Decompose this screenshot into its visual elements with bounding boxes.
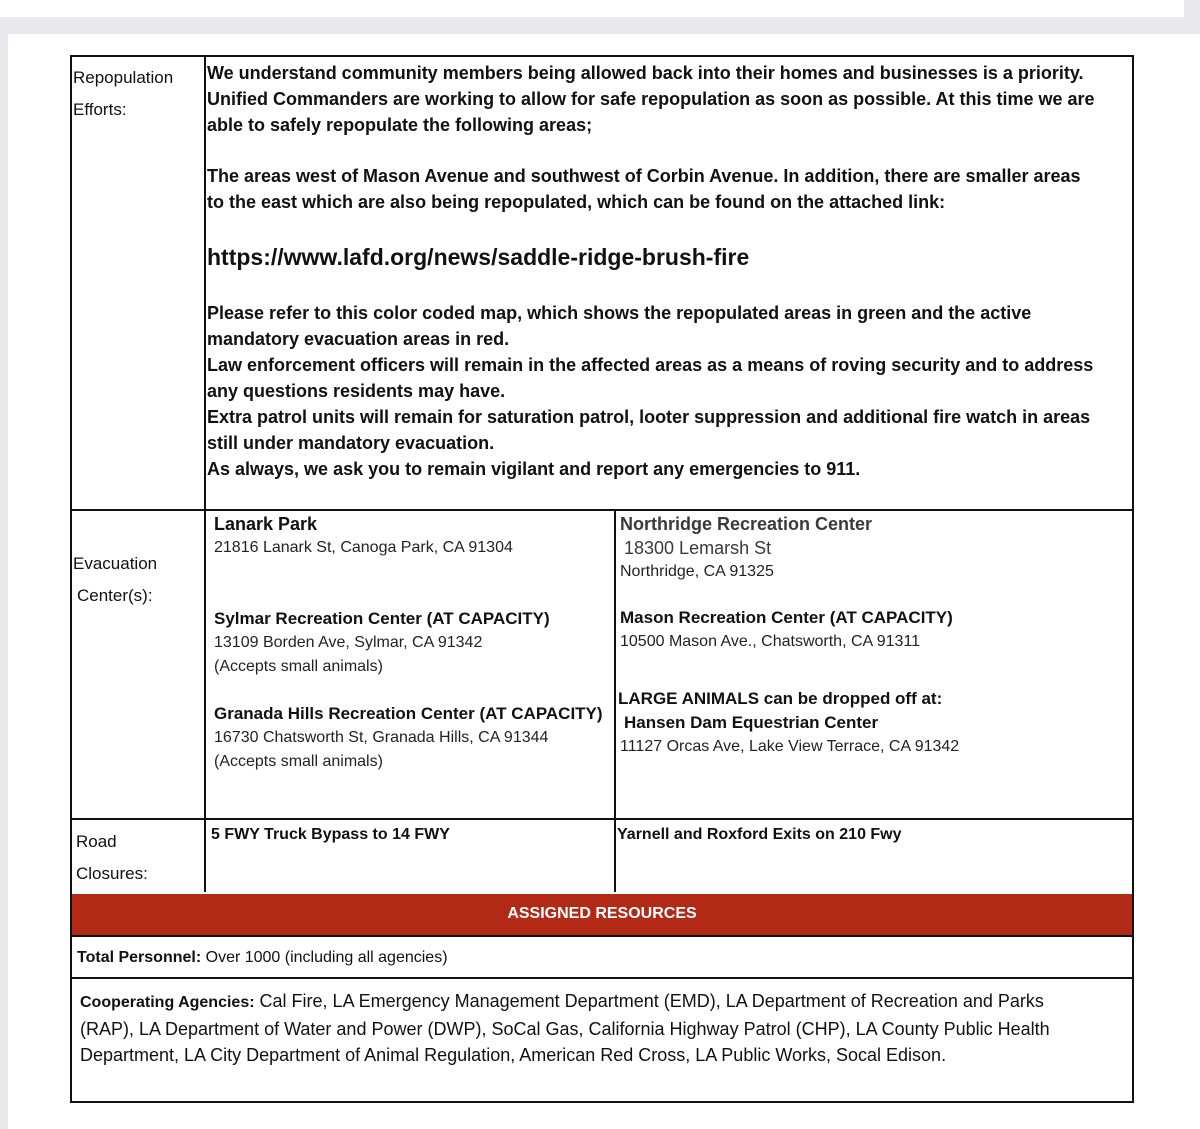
northridge-city: Northridge, CA 91325: [620, 563, 774, 580]
northridge-entry: [620, 512, 872, 584]
road-closures-label: Road Closures:: [76, 832, 148, 883]
granada-hills-name: Granada Hills Recreation Center (AT CAPACITY): [214, 704, 603, 723]
lanark-park-name: Lanark Park: [214, 514, 318, 534]
mason-entry: [620, 606, 953, 654]
granada-hills-entry: [214, 702, 603, 774]
granada-hills-address: 16730 Chatsworth St, Granada Hills, CA 91344: [214, 729, 549, 746]
mason-address: 10500 Mason Ave., Chatsworth, CA 91311: [620, 633, 921, 650]
total-personnel-value: Over 1000 (including all agencies): [201, 949, 448, 966]
granada-hills-note: (Accepts small animals): [214, 753, 383, 770]
cooperating-agencies: [80, 988, 1050, 1068]
row-divider: [70, 977, 1134, 979]
road-closure-right: Yarnell and Roxford Exits on 210 Fwy: [617, 826, 902, 843]
repopulation-paragraph-3: Please refer to this color coded map, which shows the repopulated areas in green and the active mandatory evacuation areas in red. Law enforcement officers will remain in the affected areas as a means of roving security and to address any questions residents may have. Extra patrol units will remain for saturation patrol, looter suppression and additional fire watch in areas still under mandatory evacuation. As always, we ask you to remain vigilant and report any emergencies to 911.: [207, 303, 1094, 479]
hansen-dam-address: 11127 Orcas Ave, Lake View Terrace, CA 91342: [620, 738, 960, 755]
lanark-park-entry: [214, 512, 513, 560]
repopulation-label: Repopulation Efforts:: [73, 68, 174, 119]
evacuation-label: Evacuation Center(s):: [73, 554, 158, 605]
northridge-street: 18300 Lemarsh St: [624, 538, 772, 558]
lanark-park-address: 21816 Lanark St, Canoga Park, CA 91304: [214, 539, 513, 556]
agencies-line-1: Cal Fire, LA Emergency Management Department (EMD), LA Department of Recreation and Parks: [254, 991, 1044, 1011]
row-divider: [70, 509, 1134, 511]
total-personnel-label: Total Personnel:: [77, 949, 202, 966]
sylmar-address: 13109 Borden Ave, Sylmar, CA 91342: [214, 634, 483, 651]
center-column-divider: [614, 509, 616, 892]
agencies-line-3: Department, LA City Department of Animal Regulation, American Red Cross, LA Public Works, Socal Edison.: [80, 1045, 947, 1065]
previous-page-edge: [0, 0, 1184, 17]
hansen-dam-name: Hansen Dam Equestrian Center: [624, 713, 879, 732]
mason-name: Mason Recreation Center (AT CAPACITY): [620, 608, 953, 627]
sylmar-note: (Accepts small animals): [214, 658, 383, 675]
label-column-divider: [204, 55, 206, 892]
repopulation-paragraph-2: The areas west of Mason Avenue and southwest of Corbin Avenue. In addition, there are smaller areas to the east which are also being repopulated, which can be found on the attached link:: [207, 166, 1081, 212]
northridge-name: Northridge Recreation Center: [620, 514, 873, 534]
assigned-resources-header: ASSIGNED RESOURCES: [72, 894, 1132, 935]
row-divider: [70, 935, 1134, 937]
sylmar-name: Sylmar Recreation Center (AT CAPACITY): [214, 609, 550, 628]
total-personnel: [77, 946, 448, 970]
repopulation-paragraph-1: We understand community members being allowed back into their homes and businesses is a priority. Unified Commanders are working to allow for safe repopulation as soon as possible. At this time we are able to safely repopulate the following areas;: [207, 63, 1095, 135]
large-animals-heading: LARGE ANIMALS can be dropped off at:: [618, 689, 943, 708]
large-animals-entry: [618, 687, 959, 759]
sylmar-entry: [214, 607, 550, 679]
agencies-line-2: (RAP), LA Department of Water and Power (DWP), SoCal Gas, California Highway Patrol (CHP), LA County Public Health: [80, 1019, 1050, 1039]
cooperating-agencies-label: Cooperating Agencies:: [80, 994, 255, 1011]
saddle-ridge-link[interactable]: https://www.lafd.org/news/saddle-ridge-brush-fire: [207, 244, 750, 270]
row-divider: [70, 818, 1134, 820]
road-closure-left: 5 FWY Truck Bypass to 14 FWY: [211, 826, 450, 843]
